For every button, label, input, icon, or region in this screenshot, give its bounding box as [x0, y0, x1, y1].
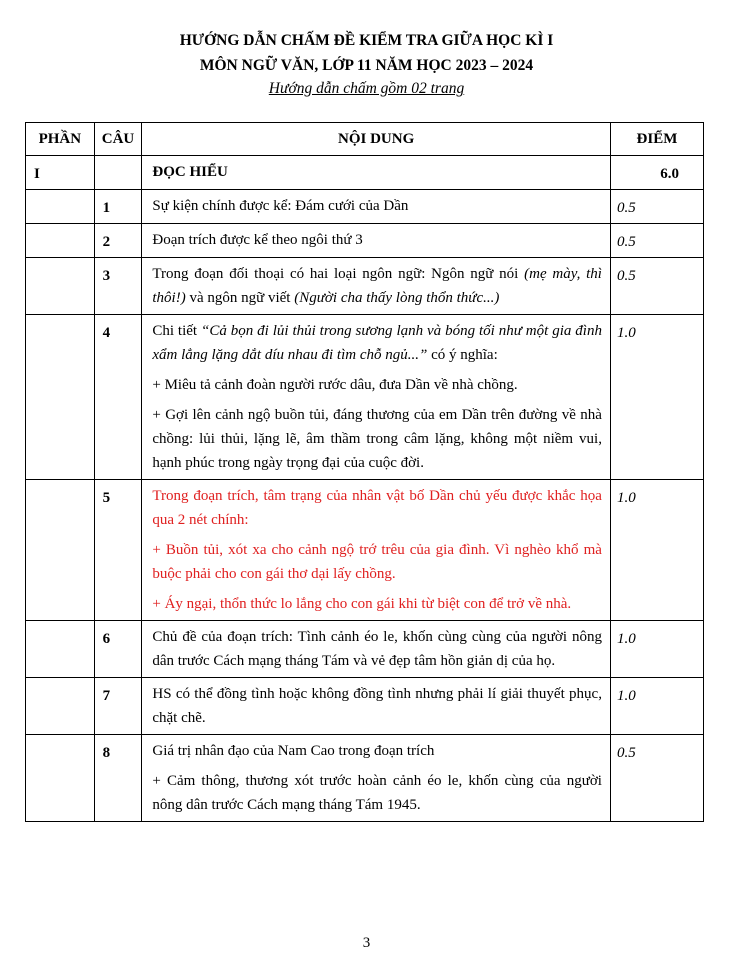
row-part: [26, 258, 95, 315]
table-row: [26, 258, 704, 315]
content-line: Sự kiện chính được kể: Đám cưới của Dần: [152, 198, 409, 214]
row-question: 2: [94, 224, 142, 258]
row-question: 8: [94, 735, 142, 822]
row-score: 1.0: [610, 480, 703, 621]
doc-subtitle-text: Hướng dẫn chấm gồm 02 trang: [268, 80, 465, 97]
row-score: 0.5: [610, 735, 703, 822]
content-line: Trong đoạn trích, tâm trạng của nhân vật bố Dần chủ yếu được khắc họa qua 2 nét chính:: [152, 488, 602, 528]
content-line: Đoạn trích được kể theo ngôi thứ 3: [152, 232, 363, 248]
row-part: [26, 678, 95, 735]
row-part: [26, 621, 95, 678]
row-content: [142, 480, 611, 621]
row-score: 1.0: [610, 621, 703, 678]
row-score: 0.5: [610, 258, 703, 315]
content-text: có ý nghĩa:: [427, 347, 498, 363]
content-line: + Áy ngại, thổn thức lo lắng cho con gái khi từ biệt con để trở về nhà.: [152, 596, 572, 612]
table-row: [26, 480, 704, 621]
content-line: [152, 319, 602, 367]
section-score: 6.0: [610, 156, 703, 190]
grading-table: [25, 122, 704, 822]
row-score: 1.0: [610, 315, 703, 480]
table-row: [26, 678, 704, 735]
content-italic: “Cả bọn đi lủi thủi trong sương lạnh và bóng tối như một gia đình xẩm lẳng lặng dắt díu nhau đi tìm chỗ ngủ...”: [152, 323, 602, 363]
content-line: + Gợi lên cảnh ngộ buồn tủi, đáng thương của em Dần trên đường về nhà chồng: lủi thủi, lặng lẽ, âm thầm trong câm lặng, không một niềm vui, hạnh phúc trong ngày trọng đại của cuộc đời.: [152, 407, 602, 471]
header-part: PHẦN: [26, 123, 95, 156]
doc-title-line-1: HƯỚNG DẪN CHẤM ĐỀ KIỂM TRA GIỮA HỌC KÌ I: [179, 32, 554, 49]
content-text: Chi tiết: [152, 323, 201, 339]
content-line: HS có thể đồng tình hoặc không đồng tình nhưng phải lí giải thuyết phục, chặt chẽ.: [152, 686, 602, 726]
row-content: [142, 621, 611, 678]
content-italic: (Người cha thấy lòng thổn thức...): [294, 290, 500, 306]
content-line: + Cảm thông, thương xót trước hoàn cảnh éo le, khốn cùng của người nông dân trước Cách mạng tháng Tám 1945.: [152, 773, 602, 813]
row-part: [26, 735, 95, 822]
doc-title-line-2: MÔN NGỮ VĂN, LỚP 11 NĂM HỌC 2023 – 2024: [199, 57, 534, 74]
table-row: [26, 190, 704, 224]
header-content: NỘI DUNG: [142, 123, 611, 156]
section-question: [94, 156, 142, 190]
section-title: ĐỌC HIỂU: [142, 156, 611, 190]
table-row: [26, 224, 704, 258]
row-content: [142, 190, 611, 224]
content-text: Trong đoạn đối thoại có hai loại ngôn ngữ: Ngôn ngữ nói: [152, 266, 525, 282]
content-text: và ngôn ngữ viết: [185, 290, 295, 306]
row-question: 4: [94, 315, 142, 480]
section-row: [26, 156, 704, 190]
row-question: 5: [94, 480, 142, 621]
content-line: + Buồn tủi, xót xa cho cảnh ngộ trớ trêu của gia đình. Vì nghèo khổ mà buộc phải cho con gái thơ dại lấy chồng.: [152, 542, 602, 582]
section-part: I: [26, 156, 95, 190]
row-score: 1.0: [610, 678, 703, 735]
row-content: [142, 258, 611, 315]
row-part: [26, 480, 95, 621]
row-part: [26, 190, 95, 224]
page-number: 3: [362, 935, 371, 951]
header-question: CÂU: [94, 123, 142, 156]
content-line: + Miêu tả cảnh đoàn người rước dâu, đưa Dần về nhà chồng.: [152, 377, 518, 393]
row-part: [26, 224, 95, 258]
row-content: [142, 315, 611, 480]
row-question: 3: [94, 258, 142, 315]
row-content: [142, 224, 611, 258]
row-question: 1: [94, 190, 142, 224]
row-score: 0.5: [610, 190, 703, 224]
table-row: [26, 315, 704, 480]
content-italic: (mẹ mày, thì thôi!): [152, 266, 602, 306]
content-line: Chủ đề của đoạn trích: Tình cảnh éo le, khốn cùng cùng của người nông dân trước Cách mạng tháng Tám và vẻ đẹp tâm hồn giản dị của họ.: [152, 629, 602, 669]
header-score: ĐIỂM: [610, 123, 703, 156]
table-header-row: [26, 123, 704, 156]
table-row: [26, 621, 704, 678]
row-score: 0.5: [610, 224, 703, 258]
content-line: Giá trị nhân đạo của Nam Cao trong đoạn trích: [152, 743, 435, 759]
row-question: 6: [94, 621, 142, 678]
row-content: [142, 735, 611, 822]
content-line: [152, 262, 602, 310]
row-content: [142, 678, 611, 735]
doc-subtitle: [0, 79, 733, 99]
row-part: [26, 315, 95, 480]
table-row: [26, 735, 704, 822]
row-question: 7: [94, 678, 142, 735]
